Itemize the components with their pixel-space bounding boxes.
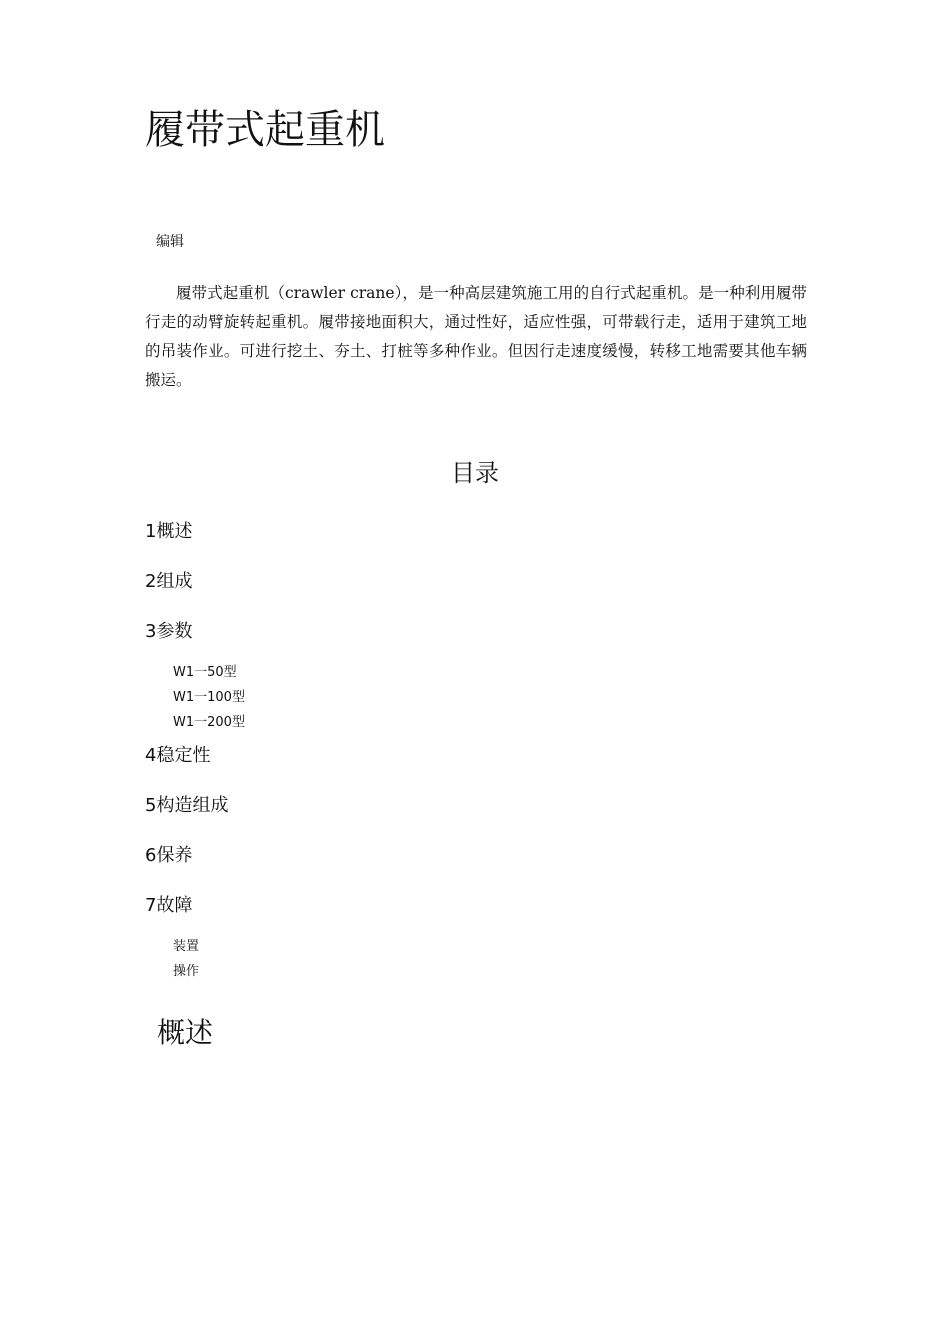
- toc-item-maintenance[interactable]: 6保养: [145, 845, 193, 866]
- section-heading-overview: 概述: [157, 1016, 214, 1049]
- toc-subitem-device[interactable]: 装置: [173, 939, 200, 954]
- toc-item-structure[interactable]: 5构造组成: [145, 795, 229, 816]
- toc-subitem-w1-50[interactable]: W1一50型: [173, 665, 237, 680]
- page-title: 履带式起重机: [145, 107, 385, 153]
- toc-item-faults[interactable]: 7故障: [145, 895, 193, 916]
- toc-title: 目录: [451, 459, 499, 487]
- intro-paragraph: 履带式起重机（crawler crane），是一种高层建筑施工用的自行式起重机。是一种利用履带行走的动臂旋转起重机。履带接地面积大，通过性好，适应性强，可带载行走，适用于建筑工地的吊装作业。可进行挖土、夯土、打桩等多种作业。但因行走速度缓慢，转移工地需要其他车辆搬运。: [145, 284, 807, 389]
- edit-link[interactable]: 编辑: [156, 234, 184, 250]
- toc-subitem-operation[interactable]: 操作: [173, 964, 200, 979]
- toc-item-parameters[interactable]: 3参数: [145, 621, 193, 642]
- toc-subitem-w1-200[interactable]: W1一200型: [173, 715, 245, 730]
- toc-item-stability[interactable]: 4稳定性: [145, 745, 211, 766]
- toc-item-overview[interactable]: 1概述: [145, 521, 193, 542]
- toc-subitem-w1-100[interactable]: W1一100型: [173, 690, 245, 705]
- toc-item-composition[interactable]: 2组成: [145, 571, 193, 592]
